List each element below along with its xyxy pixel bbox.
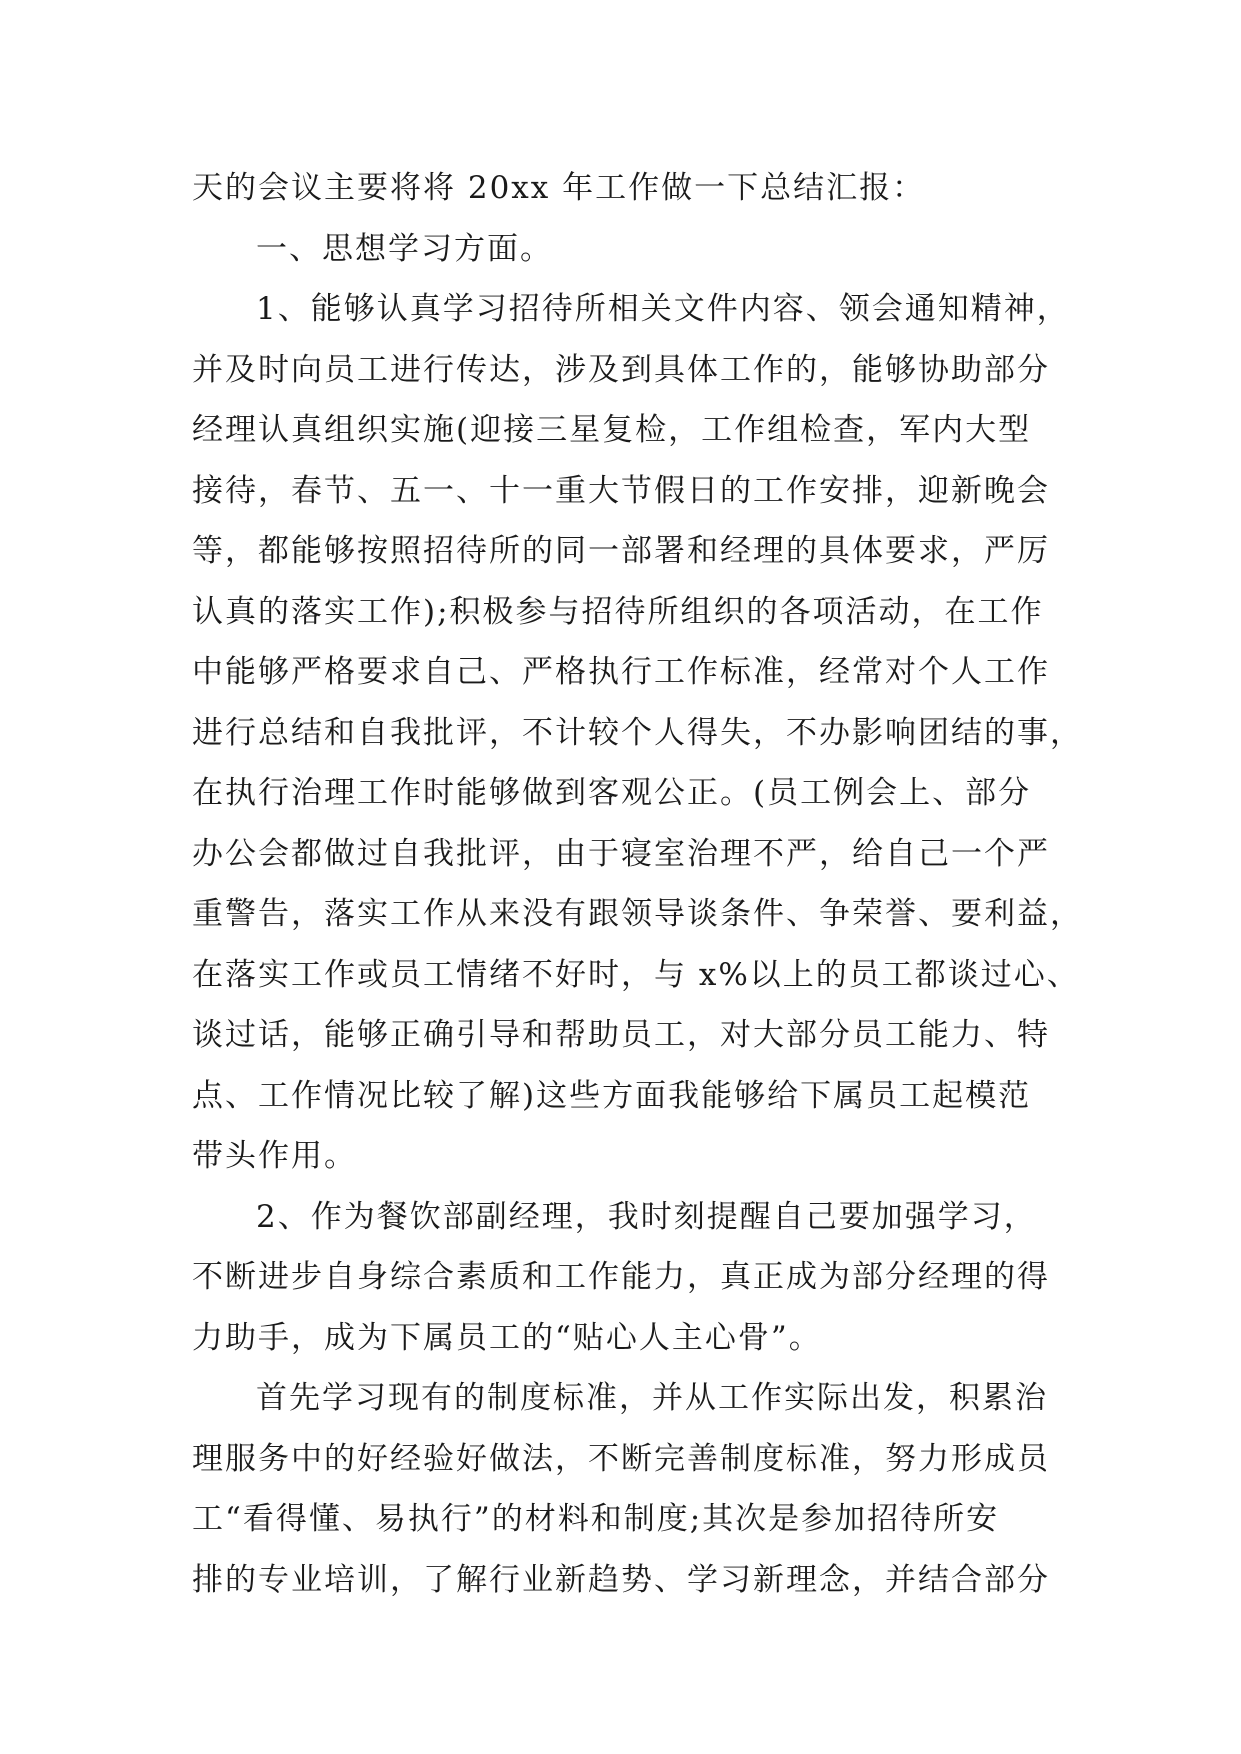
text-line: 带头作用。	[192, 1138, 357, 1174]
section-heading: 一、思想学习方面。	[256, 230, 553, 267]
text-line: 力助手，成为下属员工的“贴心人主心骨”。	[192, 1319, 822, 1356]
text-line: 在执行治理工作时能够做到客观公正。(员工例会上、部分	[192, 775, 1032, 811]
text-line: 天的会议主要将将 20xx 年工作做一下总结汇报：	[192, 170, 926, 206]
text-line: 点、工作情况比较了解)这些方面我能够给下属员工起模范	[192, 1077, 1032, 1114]
text-line: 1、能够认真学习招待所相关文件内容、领会通知精神，	[256, 291, 1070, 327]
text-line: 在落实工作或员工情绪不好时，与 x%以上的员工都谈过心、	[192, 956, 1080, 993]
text-line: 认真的落实工作);积极参与招待所组织的各项活动，在工作	[192, 593, 1044, 630]
text-line: 排的专业培训，了解行业新趋势、学习新理念，并结合部分	[192, 1561, 1050, 1598]
text-line: 接待，春节、五一、十一重大节假日的工作安排，迎新晚会	[192, 472, 1050, 509]
text-line: 等，都能够按照招待所的同一部署和经理的具体要求，严厉	[192, 533, 1050, 569]
text-line: 并及时向员工进行传达，涉及到具体工作的，能够协助部分	[192, 351, 1050, 388]
document-body	[192, 158, 1083, 1610]
text-line: 不断进步自身综合素质和工作能力，真正成为部分经理的得	[192, 1259, 1050, 1295]
text-line: 工“看得懂、易执行”的材料和制度;其次是参加招待所安	[192, 1501, 1000, 1537]
text-line: 谈过话，能够正确引导和帮助员工，对大部分员工能力、特	[192, 1017, 1050, 1053]
text-line: 重警告，落实工作从来没有跟领导谈条件、争荣誉、要利益，	[192, 896, 1083, 932]
text-line: 进行总结和自我批评，不计较个人得失，不办影响团结的事，	[192, 714, 1083, 751]
text-line: 首先学习现有的制度标准，并从工作实际出发，积累治	[256, 1380, 1048, 1416]
text-line: 办公会都做过自我批评，由于寝室治理不严，给自己一个严	[192, 835, 1050, 872]
text-line: 理服务中的好经验好做法，不断完善制度标准，努力形成员	[192, 1440, 1050, 1477]
text-line: 经理认真组织实施(迎接三星复检，工作组检查，军内大型	[192, 412, 1032, 448]
text-line: 中能够严格要求自己、严格执行工作标准，经常对个人工作	[192, 654, 1050, 690]
text-line: 2、作为餐饮部副经理，我时刻提醒自己要加强学习，	[256, 1198, 1037, 1235]
